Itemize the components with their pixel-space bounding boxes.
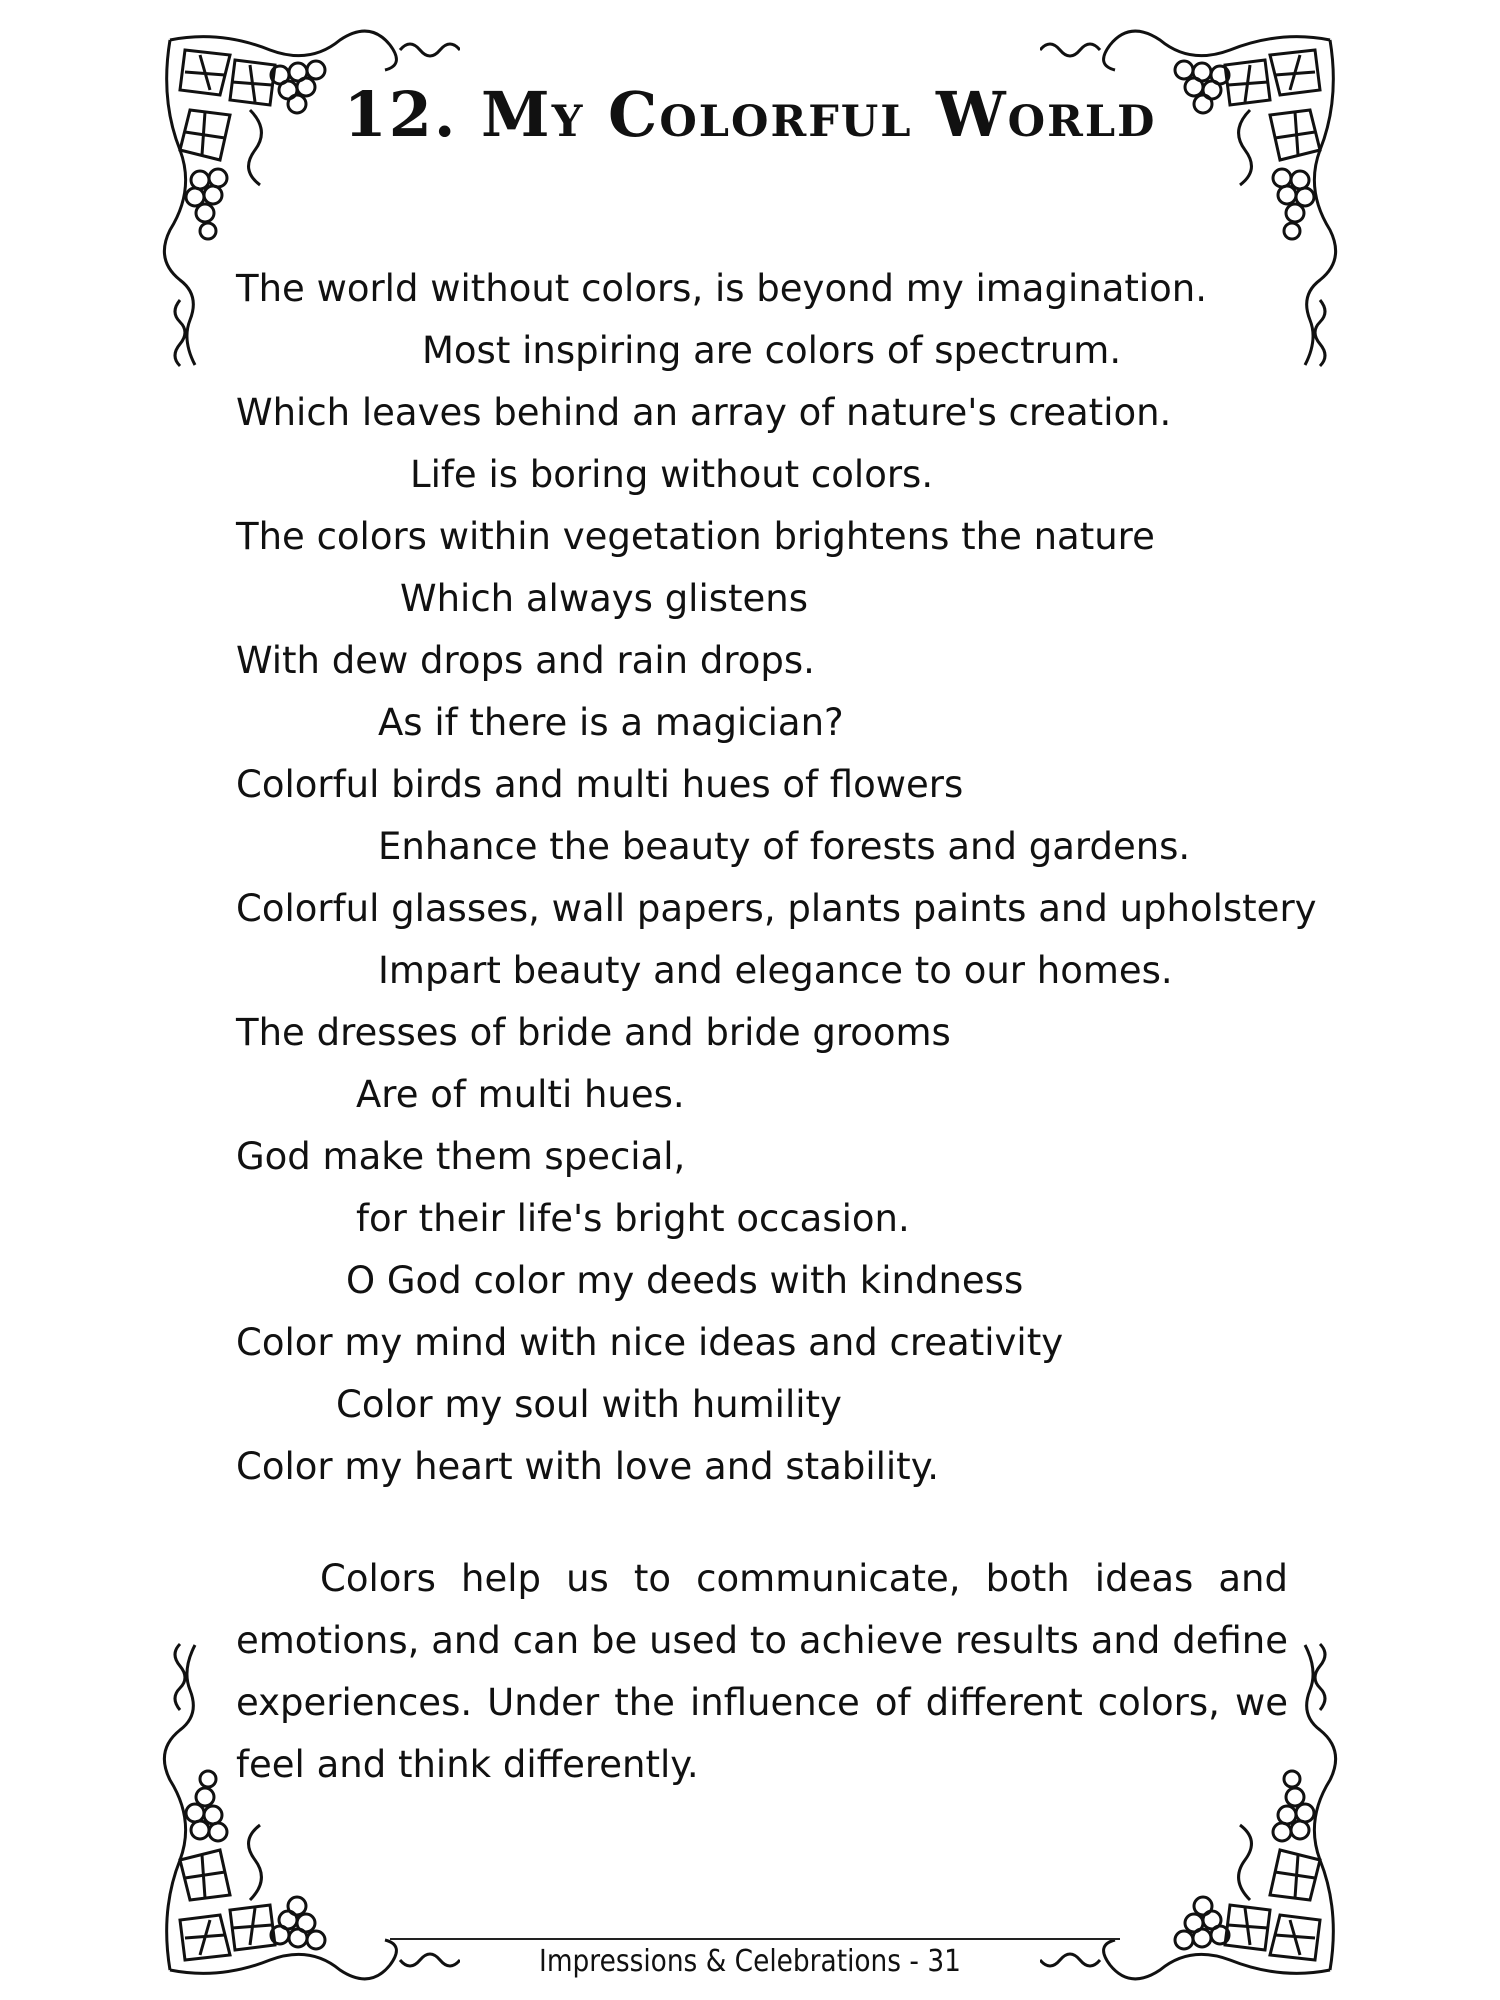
poem-line: Which always glistens [400, 577, 809, 620]
poem-line: With dew drops and rain drops. [236, 639, 815, 682]
footer-divider [390, 1938, 1120, 1940]
poem-line: Which leaves behind an array of nature's creation. [236, 391, 1172, 434]
poem-line: for their life's bright occasion. [356, 1197, 910, 1240]
poem-line: Color my heart with love and stability. [236, 1445, 940, 1488]
poem-line: O God color my deeds with kindness [346, 1259, 1024, 1302]
poem-line: Enhance the beauty of forests and gardens. [378, 825, 1191, 868]
poem-line: Colorful glasses, wall papers, plants paints and upholstery [236, 887, 1317, 930]
poem-line: As if there is a magician? [378, 701, 844, 744]
page-footer: Impressions & Celebrations - 31 [539, 1944, 961, 1979]
poem-line: Life is boring without colors. [410, 453, 934, 496]
poem-line: Impart beauty and elegance to our homes. [378, 949, 1173, 992]
poem-line: Color my mind with nice ideas and creativity [236, 1321, 1064, 1364]
poem-line: The colors within vegetation brightens the nature [236, 515, 1155, 558]
poem-line: Most inspiring are colors of spectrum. [422, 329, 1122, 372]
poem-line: The dresses of bride and bride grooms [236, 1011, 951, 1054]
poem-line: Are of multi hues. [356, 1073, 685, 1116]
poem-line: Colorful birds and multi hues of flowers [236, 763, 964, 806]
page-title: 12. My Colorful World [343, 78, 1157, 151]
poem [236, 258, 1316, 1498]
poem-line: God make them special, [236, 1135, 686, 1178]
body-paragraph: Colors help us to communicate, both ideas and emotions, and can be used to achieve results and define experiences. Under the influence of different colors, we feel and think differently. [236, 1557, 1288, 1786]
poem-line: The world without colors, is beyond my imagination. [236, 267, 1207, 310]
poem-line: Color my soul with humility [336, 1383, 842, 1426]
